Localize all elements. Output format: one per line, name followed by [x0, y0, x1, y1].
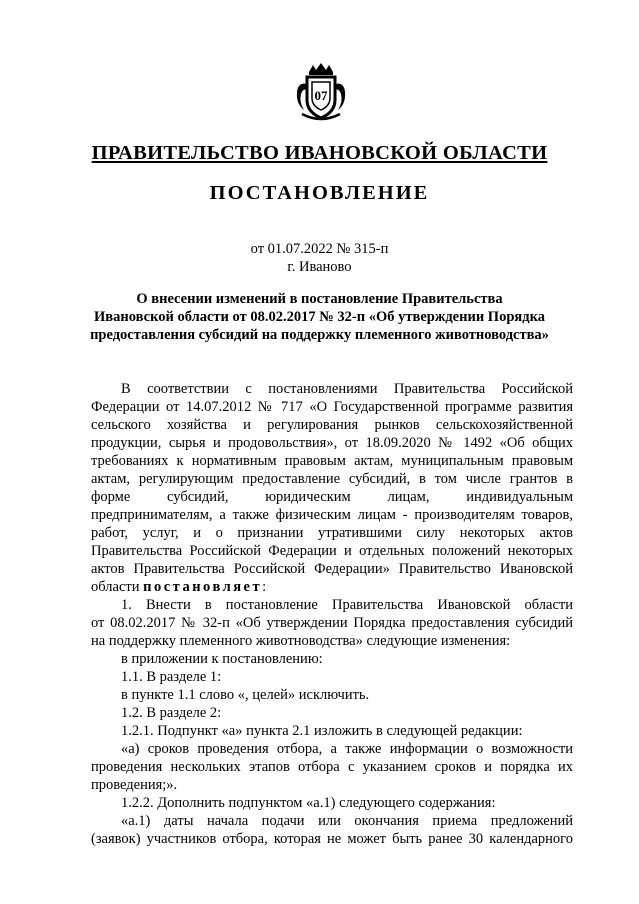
body-line: проведения нескольких этапов отбора с указанием сроков и порядка их: [91, 759, 573, 775]
body-text: :: [262, 579, 267, 595]
body-line: предпринимателям, а также физическим лицам - производителям товаров,: [91, 507, 573, 523]
body-line: проведения;».: [91, 777, 178, 793]
subject-line: Ивановской области от 08.02.2017 № 32-п «Об утверждении Порядка: [94, 309, 545, 325]
body-line: «а.1) даты начала подачи или окончания приема предложений: [121, 813, 573, 829]
document-type: ПОСТАНОВЛЕНИЕ: [209, 182, 430, 204]
government-name: ПРАВИТЕЛЬСТВО ИВАНОВСКОЙ ОБЛАСТИ: [91, 142, 548, 164]
body-line: в пункте 1.1 слово «, целей» исключить.: [121, 687, 370, 703]
body-line: [91, 578, 573, 596]
svg-text:07: 07: [314, 88, 328, 103]
body-line: на поддержку племенного животноводства» следующие изменения:: [91, 633, 511, 649]
coat-of-arms-icon: [296, 62, 346, 124]
body-line: 1. Внести в постановление Правительства Ивановской области: [121, 597, 573, 613]
body-line: сельского хозяйства и регулирования рынков сельскохозяйственной: [91, 417, 573, 433]
body-line: актам, регулирующим предоставление субсидий, в том числе грантов в: [91, 471, 573, 487]
body-line: актов Правительства Российской Федерации» Правительство Ивановской: [91, 561, 573, 577]
body-line: продукции, сырья и продовольствия», от 18.09.2020 № 1492 «Об общих: [91, 435, 573, 451]
resolves-word: постановляет: [143, 579, 263, 595]
body-text: области: [91, 579, 140, 595]
subject-line: предоставления субсидий на поддержку племенного животноводства»: [90, 327, 549, 343]
body-line: В соответствии с постановлениями Правительства Российской: [121, 381, 573, 397]
body-line: 1.2.1. Подпункт «а» пункта 2.1 изложить в следующей редакции:: [121, 723, 523, 739]
body-line: «а) сроков проведения отбора, а также информации о возможности: [121, 741, 573, 757]
body-line: форме субсидий, юридическим лицам, индивидуальным: [91, 489, 573, 505]
body-line: требованиях к нормативным правовым актам, муниципальным правовым: [91, 453, 573, 469]
body-line: 1.2. В разделе 2:: [121, 705, 222, 721]
body-line: Федерации от 14.07.2012 № 717 «О Государственной программе развития: [91, 399, 573, 415]
body-line: от 08.02.2017 № 32-п «Об утверждении Порядка предоставления субсидий: [91, 615, 573, 631]
body-line: (заявок) участников отбора, которая не может быть ранее 30 календарного: [91, 831, 573, 847]
body-line: 1.1. В разделе 1:: [121, 669, 222, 685]
body-line: Правительства Российской Федерации и отдельных положений некоторых: [91, 543, 573, 559]
body-line: работ, услуг, и о признании утратившими силу некоторых актов: [91, 525, 573, 541]
document-body: [91, 380, 573, 848]
document-date-number: от 01.07.2022 № 315-п: [250, 241, 389, 257]
document-city: г. Иваново: [287, 259, 352, 275]
body-line: 1.2.2. Дополнить подпунктом «а.1) следующего содержания:: [121, 795, 496, 811]
subject-line: О внесении изменений в постановление Правительства: [136, 291, 503, 307]
document-subject: [60, 290, 579, 344]
body-line: в приложении к постановлению:: [121, 651, 323, 667]
